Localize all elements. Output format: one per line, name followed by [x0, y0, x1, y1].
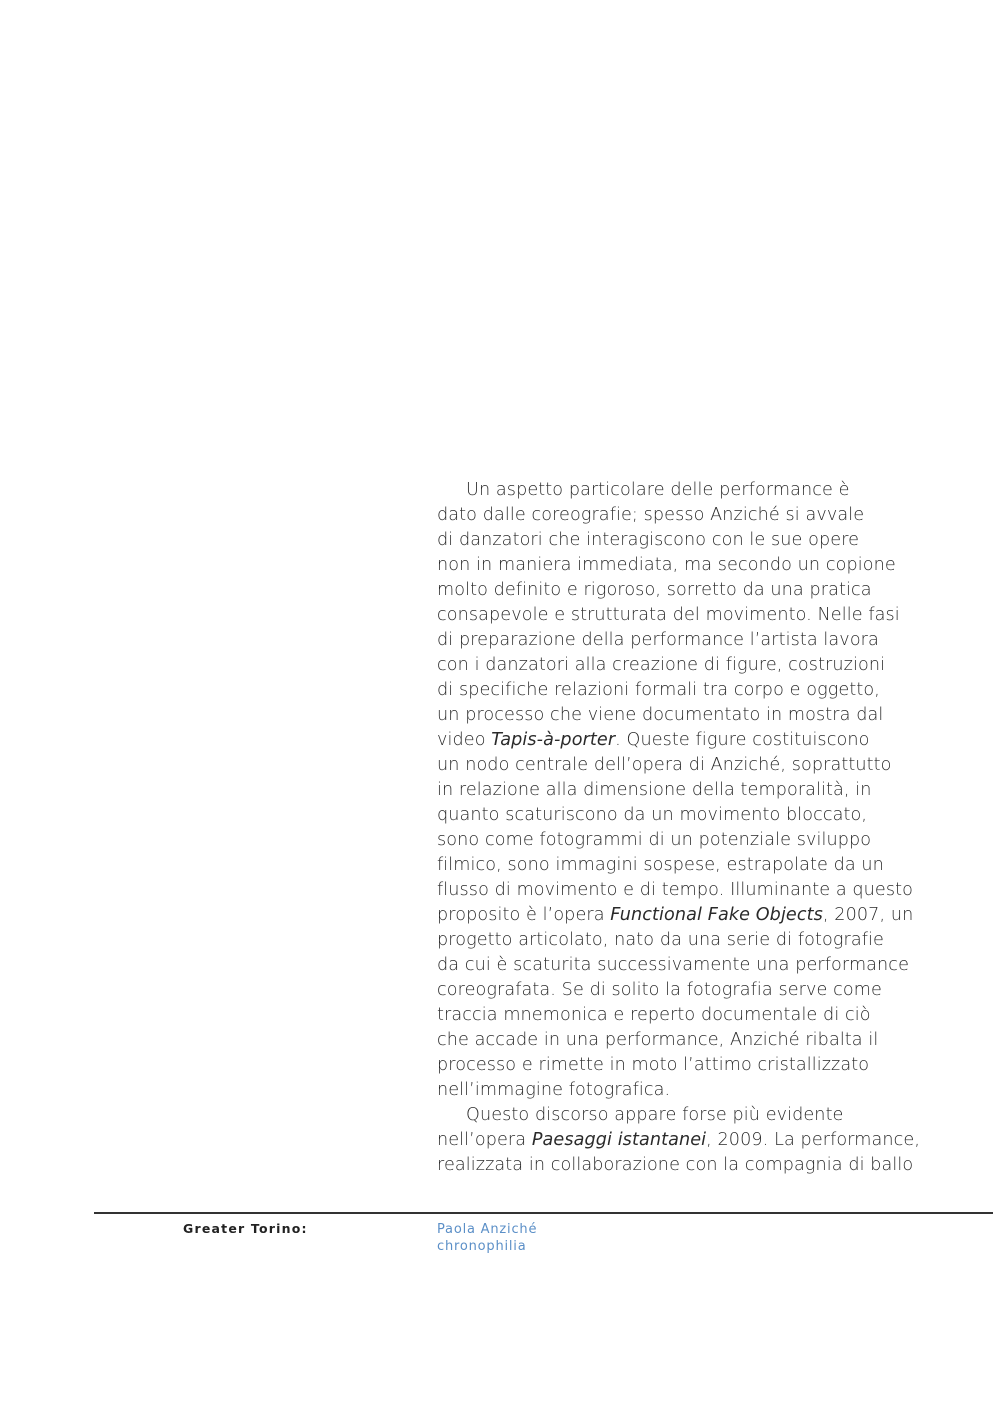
text-line: quanto scaturiscono da un movimento bloccato, — [437, 805, 868, 825]
text-line: flusso di movimento e di tempo. Illuminante a questo — [437, 880, 913, 900]
text-line: di specifiche relazioni formali tra corpo e oggetto, — [437, 680, 880, 700]
text-line: coreografata. Se di solito la fotografia serve come — [437, 980, 882, 1000]
text-line: realizzata in collaborazione con la compagnia di ballo — [437, 1155, 914, 1175]
text-line: traccia mnemonica e reperto documentale di ciò — [437, 1005, 871, 1025]
text-line: Questo discorso appare forse più evidente — [466, 1105, 844, 1125]
text-line: molto definito e rigoroso, sorretto da una pratica — [437, 580, 872, 600]
footer-artist-name: Paola Anziché — [437, 1222, 538, 1237]
text-line: un processo che viene documentato in mostra dal — [437, 705, 884, 725]
text-line: Un aspetto particolare delle performance è — [466, 480, 850, 500]
text-line: non in maniera immediata, ma secondo un copione — [437, 555, 896, 575]
text-line: filmico, sono immagini sospese, estrapolate da un — [437, 855, 884, 875]
text-line: nell’immagine fotografica. — [437, 1080, 671, 1100]
text-line: consapevole e strutturata del movimento. Nelle fasi — [437, 605, 900, 625]
text-line: video Tapis-à-porter. Queste figure costituiscono — [437, 730, 870, 750]
text-line: proposito è l’opera Functional Fake Objects, 2007, un — [437, 905, 914, 925]
text-line: nell’opera Paesaggi istantanei, 2009. La performance, — [437, 1130, 921, 1150]
text-line: un nodo centrale dell’opera di Anziché, soprattutto — [437, 755, 892, 775]
footer-section-label: Greater Torino: — [183, 1221, 308, 1236]
text-line: con i danzatori alla creazione di figure, costruzioni — [437, 655, 886, 675]
text-line: sono come fotogrammi di un potenziale sviluppo — [437, 830, 872, 850]
artwork-title: Functional Fake Objects — [610, 905, 823, 925]
text-line: processo e rimette in moto l’attimo cristallizzato — [437, 1055, 870, 1075]
body-text — [437, 478, 921, 1178]
footer-divider — [94, 1212, 993, 1214]
footer-running-title — [437, 1221, 537, 1255]
text-line: di danzatori che interagiscono con le sue opere — [437, 530, 860, 550]
artwork-title: Paesaggi istantanei — [531, 1130, 707, 1150]
artwork-title: Tapis-à-porter — [491, 730, 616, 750]
text-line: progetto articolato, nato da una serie di fotografie — [437, 930, 884, 950]
text-line: di preparazione della performance l’artista lavora — [437, 630, 879, 650]
footer-exhibition-title: chronophilia — [437, 1239, 527, 1254]
text-line: da cui è scaturita successivamente una performance — [437, 955, 910, 975]
text-line: che accade in una performance, Anziché ribalta il — [437, 1030, 879, 1050]
text-line: dato dalle coreografie; spesso Anziché si avvale — [437, 505, 865, 525]
text-line: in relazione alla dimensione della temporalità, in — [437, 780, 872, 800]
